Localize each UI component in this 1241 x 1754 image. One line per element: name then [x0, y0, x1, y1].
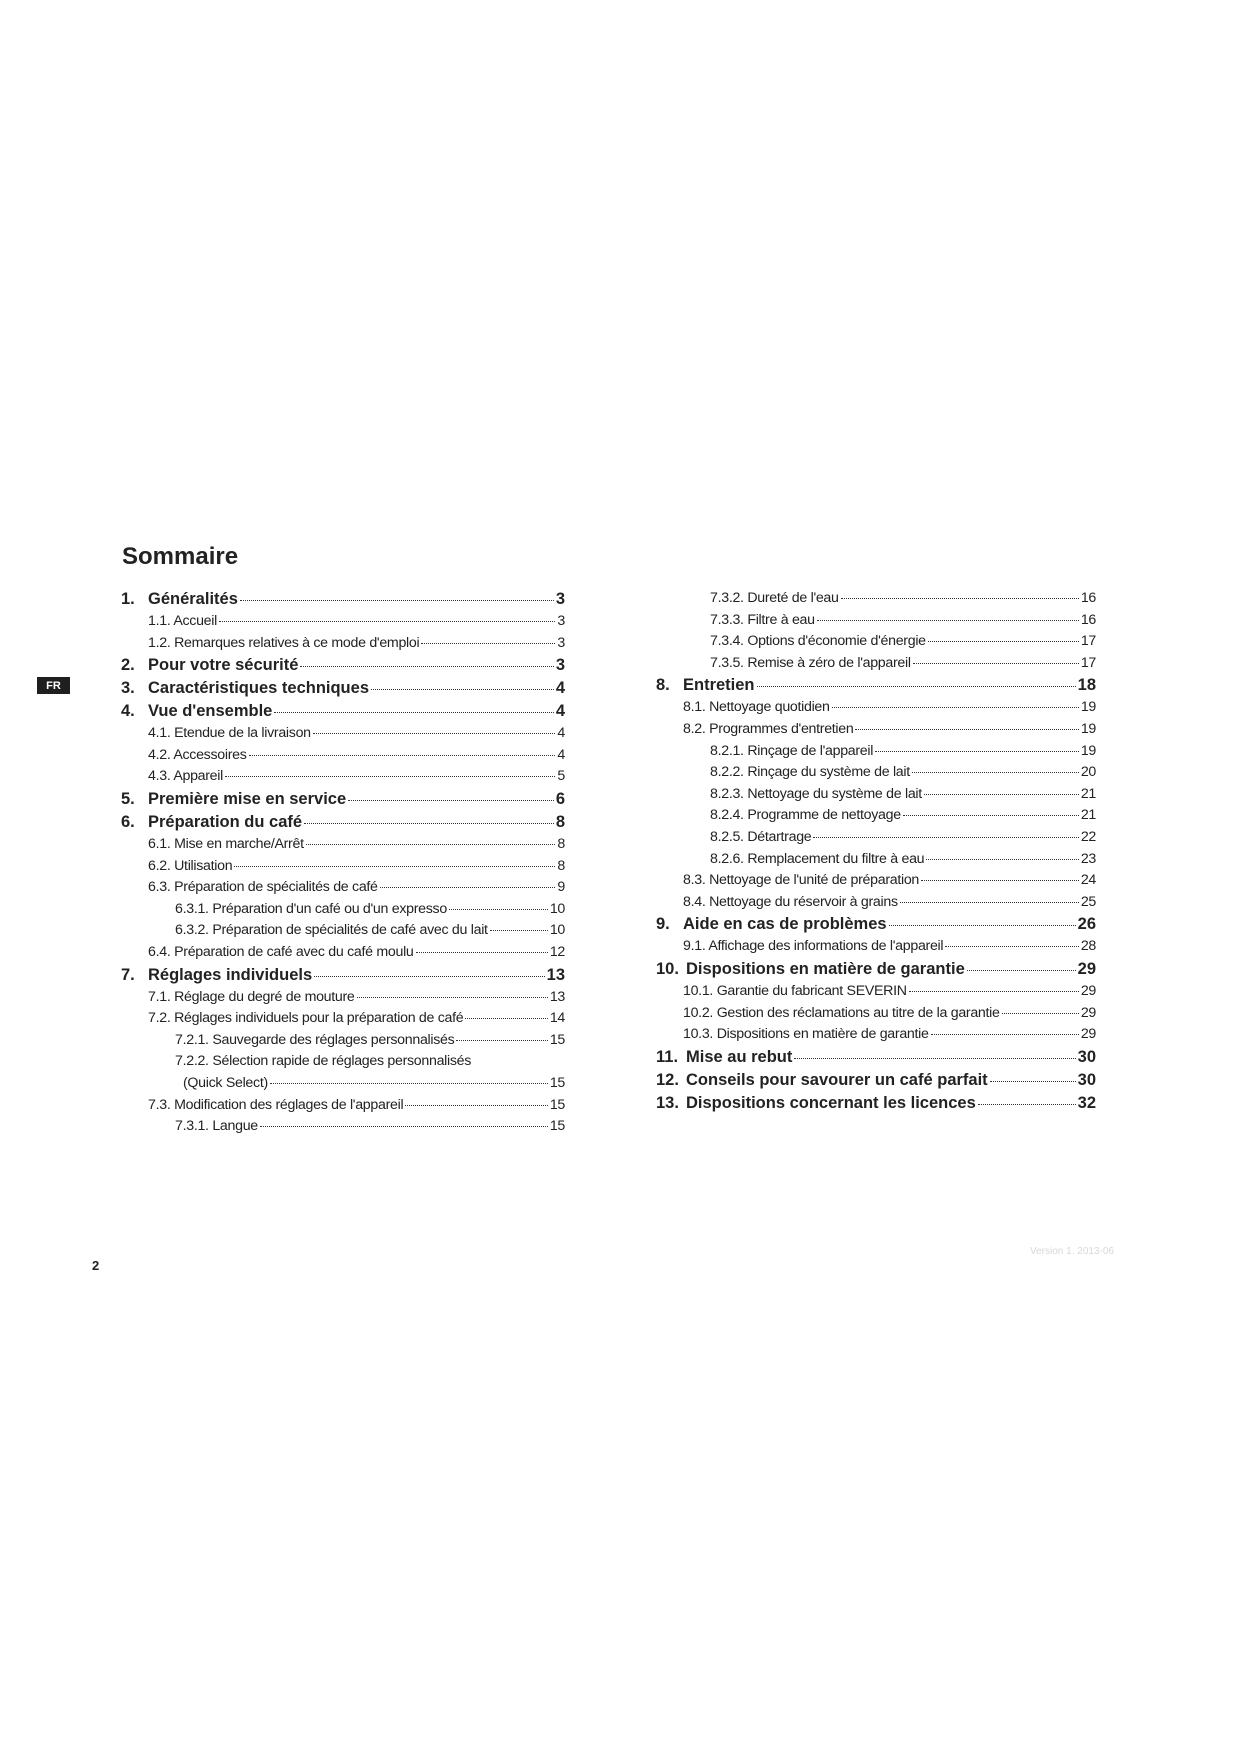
- toc-entry-page: 26: [1077, 915, 1096, 934]
- toc-entry: [121, 677, 565, 700]
- dot-leader: [300, 666, 553, 667]
- toc-entry: [656, 674, 1096, 697]
- dot-leader: [314, 976, 545, 977]
- toc-entry-text: 6.4. Préparation de café avec du café moulu: [148, 943, 414, 960]
- toc-entry-text: 8.2.6. Remplacement du filtre à eau: [710, 850, 925, 867]
- toc-entry: [656, 892, 1096, 914]
- toc-entry: [121, 856, 565, 878]
- toc-entry-label: [148, 633, 419, 655]
- toc-entry-label: [656, 1046, 792, 1069]
- toc-left-column: [121, 588, 565, 1138]
- toc-entry-text: Conseils pour savourer un café parfait: [686, 1070, 988, 1089]
- toc-entry: [121, 723, 565, 745]
- dot-leader: [380, 887, 556, 888]
- toc-entry-page: 19: [1080, 720, 1096, 737]
- toc-entry: [121, 920, 565, 942]
- toc-entry-text: 7.1. Réglage du degré de mouture: [148, 988, 355, 1005]
- toc-entry-page: 15: [549, 1074, 565, 1091]
- toc-entry: [656, 588, 1096, 610]
- dot-leader: [903, 815, 1079, 816]
- toc-entry-text: 10.2. Gestion des réclamations au titre de la garantie: [683, 1004, 1000, 1021]
- dot-leader: [260, 1126, 548, 1127]
- toc-entry-page: 32: [1077, 1093, 1096, 1112]
- dot-leader: [416, 952, 548, 953]
- dot-leader: [912, 772, 1079, 773]
- toc-entry-text: Dispositions en matière de garantie: [686, 959, 965, 978]
- toc-entry-label: [710, 849, 924, 871]
- toc-entry-label: [656, 913, 887, 936]
- toc-entry-label: [683, 870, 919, 892]
- toc-entry-number: 12.: [656, 1070, 679, 1089]
- toc-entry-text: Aide en cas de problèmes: [683, 915, 887, 934]
- toc-entry-text: 7.3.2. Dureté de l'eau: [710, 590, 839, 606]
- toc-entry: [121, 788, 565, 811]
- toc-entry-text: 7.2. Réglages individuels pour la préparation de café: [148, 1010, 464, 1027]
- dot-leader: [813, 837, 1078, 838]
- dot-leader: [456, 1040, 547, 1041]
- toc-entry-page: 12: [549, 943, 565, 960]
- toc-entry: [656, 870, 1096, 892]
- toc-entry-number: 13.: [656, 1093, 679, 1112]
- toc-entry-label: [175, 1116, 258, 1138]
- toc-entry-page: 28: [1080, 938, 1096, 955]
- toc-entry-page: 25: [1080, 893, 1096, 910]
- toc-entry-label: [121, 588, 238, 611]
- toc-entry-text: 10.3. Dispositions en matière de garantie: [683, 1026, 929, 1043]
- dot-leader: [990, 1081, 1076, 1082]
- toc-entry: [656, 958, 1096, 981]
- toc-entry: [656, 610, 1096, 632]
- toc-entry-text: 8.1. Nettoyage quotidien: [683, 699, 830, 716]
- toc-entry-label: [710, 653, 911, 675]
- toc-entry-label: [710, 805, 901, 827]
- toc-entry: [121, 1051, 565, 1073]
- toc-entry-page: 30: [1077, 1047, 1096, 1066]
- toc-entry-text: 6.2. Utilisation: [148, 857, 233, 874]
- toc-entry-number: 6.: [121, 812, 135, 831]
- toc-entry-number: 5.: [121, 789, 135, 808]
- dot-leader: [304, 823, 554, 824]
- toc-entry: [656, 741, 1096, 763]
- toc-entry-page: 17: [1080, 633, 1096, 650]
- toc-entry: [656, 981, 1096, 1003]
- toc-entry: [656, 631, 1096, 653]
- toc-entry: [121, 899, 565, 921]
- toc-entry: [121, 1116, 565, 1138]
- page-title: Sommaire: [122, 543, 239, 570]
- toc-entry: [656, 719, 1096, 741]
- toc-entry: [656, 653, 1096, 675]
- toc-entry-label: [148, 745, 247, 767]
- dot-leader: [855, 729, 1078, 730]
- toc-entry-text: 10.1. Garantie du fabricant SEVERIN: [683, 982, 907, 999]
- toc-entry-page: 15: [549, 1031, 565, 1048]
- toc-entry-label: [148, 1008, 463, 1030]
- toc-entry-label: [710, 827, 811, 849]
- toc-entry-number: 4.: [121, 702, 135, 721]
- toc-entry-text: Vue d'ensemble: [148, 702, 273, 721]
- toc-entry: [656, 1046, 1096, 1069]
- toc-entry-page: 21: [1080, 807, 1096, 824]
- dot-leader: [371, 689, 554, 690]
- toc-entry: [656, 697, 1096, 719]
- toc-entry-label: [710, 631, 926, 653]
- toc-right-column: [656, 588, 1096, 1115]
- toc-entry-page: 21: [1080, 785, 1096, 802]
- toc-entry-text: 8.2.3. Nettoyage du système de lait: [710, 785, 922, 802]
- dot-leader: [274, 712, 553, 713]
- toc-entry-number: 3.: [121, 679, 135, 698]
- toc-entry: [121, 1073, 565, 1095]
- toc-entry-label: [710, 610, 815, 632]
- dot-leader: [490, 930, 548, 931]
- toc-entry-text: 1.1. Accueil: [148, 613, 217, 629]
- toc-entry: [656, 1024, 1096, 1046]
- toc-entry: [656, 805, 1096, 827]
- dot-leader: [219, 621, 555, 622]
- toc-entry-page: 5: [557, 768, 565, 785]
- toc-entry-page: 13: [546, 965, 565, 984]
- toc-entry-label: [656, 958, 965, 981]
- dot-leader: [900, 902, 1079, 903]
- dot-leader: [924, 794, 1079, 795]
- toc-entry: [121, 588, 565, 611]
- toc-entry-text: 6.1. Mise en marche/Arrêt: [148, 835, 304, 852]
- toc-entry: [121, 834, 565, 856]
- toc-entry-text: 7.2.1. Sauvegarde des réglages personnalisés: [175, 1031, 455, 1048]
- toc-entry-label: [710, 741, 873, 763]
- toc-entry-page: 8: [557, 857, 565, 874]
- toc-entry-label: [656, 1092, 976, 1115]
- toc-entry-label: [710, 762, 910, 784]
- toc-entry: [121, 654, 565, 677]
- toc-entry-number: 7.: [121, 965, 135, 984]
- toc-entry-label: [683, 892, 898, 914]
- toc-entry-text: Pour votre sécurité: [148, 656, 299, 675]
- toc-entry-text: 6.3.2. Préparation de spécialités de café avec du lait: [175, 922, 488, 939]
- dot-leader: [234, 866, 555, 867]
- dot-leader: [909, 991, 1079, 992]
- toc-entry-number: 1.: [121, 590, 135, 608]
- toc-entry-page: 17: [1080, 654, 1096, 671]
- toc-entry-label: [148, 611, 217, 633]
- toc-entry-label: [683, 981, 907, 1003]
- dot-leader: [945, 946, 1079, 947]
- toc-entry: [656, 762, 1096, 784]
- dot-leader: [405, 1105, 548, 1106]
- toc-entry-text: 8.4. Nettoyage du réservoir à grains: [683, 893, 898, 910]
- toc-entry-label: [175, 1030, 454, 1052]
- toc-entry-text: 7.3.1. Langue: [175, 1118, 258, 1135]
- dot-leader: [926, 859, 1079, 860]
- dot-leader: [931, 1034, 1079, 1035]
- toc-entry-page: 23: [1080, 850, 1096, 867]
- dot-leader: [357, 997, 548, 998]
- toc-entry-label: [175, 899, 447, 921]
- toc-entry: [656, 784, 1096, 806]
- toc-entry-text: 7.3.4. Options d'économie d'énergie: [710, 633, 926, 650]
- toc-entry-page: 16: [1080, 611, 1096, 628]
- toc-entry: [121, 611, 565, 633]
- toc-entry-page: 29: [1077, 959, 1096, 978]
- dot-leader: [348, 800, 554, 801]
- toc-entry: [656, 936, 1096, 958]
- toc-entry-page: 3: [557, 634, 565, 651]
- toc-entry-page: 19: [1080, 699, 1096, 716]
- toc-entry-page: 19: [1080, 742, 1096, 759]
- toc-entry-page: 9: [557, 879, 565, 896]
- toc-entry-text: Première mise en service: [148, 789, 347, 808]
- dot-leader: [313, 733, 556, 734]
- dot-leader: [967, 970, 1076, 971]
- toc-entry: [656, 827, 1096, 849]
- toc-entry-page: 8: [557, 835, 565, 852]
- toc-entry-text: 8.2.1. Rinçage de l'appareil: [710, 742, 874, 759]
- toc-entry-page: 20: [1080, 764, 1096, 781]
- toc-entry-number: 10.: [656, 959, 679, 978]
- toc-entry-page: 4: [557, 725, 565, 742]
- toc-entry-label: [683, 936, 943, 958]
- toc-entry-text: Dispositions concernant les licences: [686, 1093, 976, 1112]
- dot-leader: [978, 1104, 1076, 1105]
- toc-entry-label: [183, 1073, 268, 1095]
- toc-entry-page: 6: [555, 789, 565, 808]
- toc-entry-label: [710, 588, 839, 610]
- toc-entry-number: 11.: [656, 1047, 679, 1066]
- toc-entry: [121, 700, 565, 723]
- toc-entry-number: 9.: [656, 915, 670, 934]
- toc-entry-label: [121, 964, 312, 987]
- dot-leader: [875, 751, 1079, 752]
- toc-entry-label: [656, 1069, 988, 1092]
- toc-entry-label: [148, 942, 414, 964]
- toc-entry-text: 8.2.2. Rinçage du système de lait: [710, 764, 910, 781]
- dot-leader: [794, 1058, 1075, 1059]
- toc-entry-page: 29: [1080, 982, 1096, 999]
- toc-entry-page: 30: [1077, 1070, 1096, 1089]
- toc-entry: [121, 1008, 565, 1030]
- toc-entry-page: 4: [555, 679, 565, 698]
- toc-entry-label: [121, 654, 298, 677]
- toc-entry-text: (Quick Select): [183, 1074, 268, 1091]
- toc-entry: [656, 913, 1096, 936]
- toc-entry: [656, 849, 1096, 871]
- toc-entry-page: 18: [1077, 676, 1096, 695]
- toc-entry-page: 10: [549, 922, 565, 939]
- dot-leader: [240, 600, 554, 601]
- toc-entry: [121, 987, 565, 1009]
- toc-entry-label: [121, 811, 302, 834]
- version-note: Version 1. 2013-06: [1030, 1246, 1114, 1257]
- toc-entry-text: Entretien: [683, 676, 755, 695]
- toc-entry-text: 4.2. Accessoires: [148, 746, 247, 763]
- toc-entry-label: [683, 697, 830, 719]
- toc-entry: [121, 745, 565, 767]
- toc-entry-label: [148, 877, 378, 899]
- dot-leader: [817, 620, 1079, 621]
- dot-leader: [225, 776, 555, 777]
- toc-entry-text: 7.3.3. Filtre à eau: [710, 611, 815, 628]
- dot-leader: [841, 598, 1079, 599]
- toc-entry-page: 15: [549, 1118, 565, 1135]
- toc-entry-text: Caractéristiques techniques: [148, 679, 369, 698]
- toc-entry: [656, 1003, 1096, 1025]
- toc-entry-text: 9.1. Affichage des informations de l'appareil: [683, 938, 944, 955]
- toc-entry-page: 13: [549, 988, 565, 1005]
- toc-entry-text: 7.3. Modification des réglages de l'appareil: [148, 1096, 404, 1113]
- toc-entry-page: 3: [557, 613, 565, 629]
- dot-leader: [421, 643, 555, 644]
- toc-entry-label: [121, 700, 272, 723]
- toc-entry-number: 2.: [121, 656, 135, 675]
- toc-entry: [121, 811, 565, 834]
- toc-entry-text: 8.2. Programmes d'entretien: [683, 720, 854, 737]
- dot-leader: [270, 1083, 548, 1084]
- toc-entry-label: [683, 719, 853, 741]
- toc-entry-label: [175, 1051, 471, 1073]
- dot-leader: [913, 663, 1079, 664]
- toc-entry: [121, 766, 565, 788]
- toc-entry-text: 6.3.1. Préparation d'un café ou d'un expresso: [175, 900, 447, 917]
- toc-entry-page: 24: [1080, 872, 1096, 889]
- toc-entry: [121, 877, 565, 899]
- toc-entry: [656, 1069, 1096, 1092]
- toc-entry-text: 8.2.4. Programme de nettoyage: [710, 807, 901, 824]
- toc-entry: [121, 1030, 565, 1052]
- toc-entry-page: 15: [549, 1096, 565, 1113]
- toc-entry-text: 6.3. Préparation de spécialités de café: [148, 879, 378, 896]
- toc-entry-text: 8.3. Nettoyage de l'unité de préparation: [683, 872, 920, 889]
- toc-entry-page: 4: [557, 746, 565, 763]
- page-number: 2: [92, 1258, 100, 1273]
- dot-leader: [889, 925, 1076, 926]
- toc-entry-page: 29: [1080, 1026, 1096, 1043]
- toc-entry: [121, 942, 565, 964]
- toc-entry-label: [148, 987, 355, 1009]
- dot-leader: [449, 909, 548, 910]
- toc-entry-label: [710, 784, 922, 806]
- dot-leader: [928, 641, 1079, 642]
- dot-leader: [832, 707, 1079, 708]
- toc-entry-label: [148, 766, 223, 788]
- toc-entry-label: [148, 856, 232, 878]
- dot-leader: [306, 844, 556, 845]
- toc-entry-page: 22: [1080, 828, 1096, 845]
- toc-entry: [121, 633, 565, 655]
- toc-entry-label: [175, 920, 488, 942]
- toc-entry-page: 14: [549, 1010, 565, 1027]
- toc-entry-page: 29: [1080, 1004, 1096, 1021]
- dot-leader: [465, 1018, 547, 1019]
- toc-entry-label: [683, 1024, 929, 1046]
- toc-entry: [121, 1095, 565, 1117]
- toc-entry: [121, 964, 565, 987]
- toc-entry-page: 4: [555, 702, 565, 721]
- toc-entry-label: [148, 723, 311, 745]
- toc-entry-text: Généralités: [148, 590, 238, 608]
- toc-entry-number: 8.: [656, 676, 670, 695]
- toc-entry-text: 1.2. Remarques relatives à ce mode d'emploi: [148, 634, 420, 651]
- toc-entry-text: Mise au rebut: [686, 1047, 793, 1066]
- toc-entry-label: [148, 1095, 403, 1117]
- toc-entry-text: 4.1. Etendue de la livraison: [148, 725, 311, 742]
- toc-entry-text: 8.2.5. Détartrage: [710, 828, 812, 845]
- dot-leader: [1002, 1013, 1079, 1014]
- toc-entry-text: Préparation du café: [148, 812, 303, 831]
- toc-entry-label: [121, 788, 346, 811]
- toc-entry-page: 3: [555, 590, 565, 608]
- toc-entry-text: Réglages individuels: [148, 965, 313, 984]
- toc-entry-page: 8: [555, 812, 565, 831]
- language-badge: FR: [37, 677, 70, 694]
- toc-entry-page: 10: [549, 900, 565, 917]
- dot-leader: [757, 686, 1076, 687]
- toc-entry-label: [683, 1003, 1000, 1025]
- dot-leader: [921, 880, 1079, 881]
- toc-entry-label: [148, 834, 304, 856]
- toc-entry-text: 7.2.2. Sélection rapide de réglages personnalisés: [175, 1053, 472, 1070]
- toc-entry-page: 16: [1080, 590, 1096, 606]
- dot-leader: [249, 755, 556, 756]
- toc-entry-text: 4.3. Appareil: [148, 768, 223, 785]
- toc-entry-label: [656, 674, 755, 697]
- toc-entry-label: [121, 677, 369, 700]
- toc-entry-text: 7.3.5. Remise à zéro de l'appareil: [710, 654, 911, 671]
- toc-entry: [656, 1092, 1096, 1115]
- toc-entry-page: 3: [555, 656, 565, 675]
